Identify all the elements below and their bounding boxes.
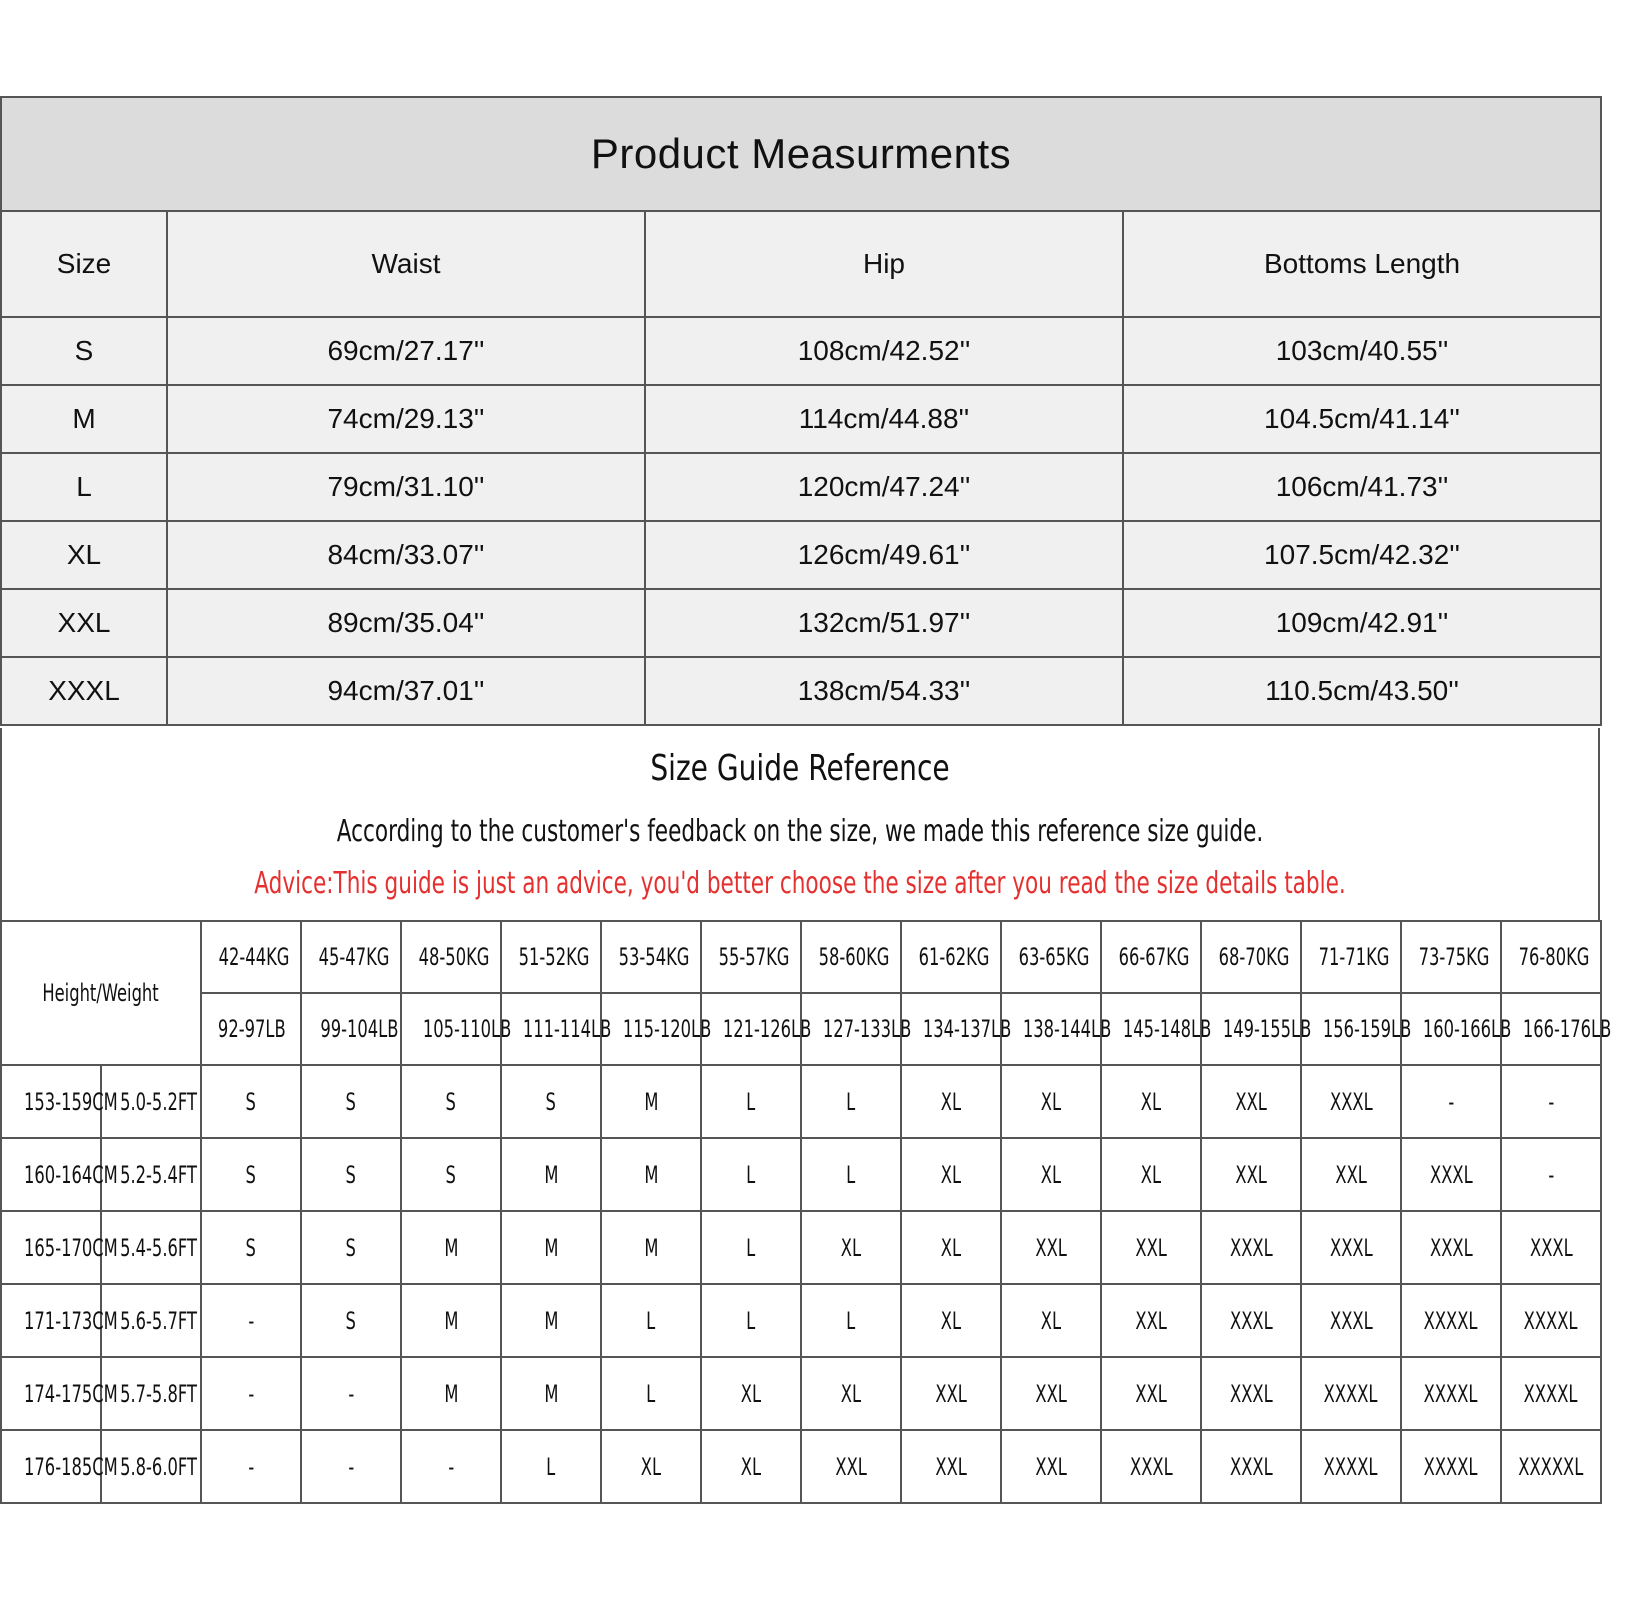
size-cell	[1501, 1430, 1601, 1503]
weight-kg-header	[1001, 921, 1101, 993]
size-guide-title: Size Guide Reference	[650, 748, 950, 789]
size-cell-text: M	[643, 1087, 659, 1116]
height-ft-cell-text: 5.6-5.7FT	[120, 1306, 197, 1335]
size-cell-text: XL	[740, 1452, 762, 1481]
measure-cell: 84cm/33.07''	[167, 521, 645, 589]
measure-cell: 69cm/27.17''	[167, 317, 645, 385]
size-cell-text: M	[443, 1379, 459, 1408]
size-cell-text: L	[746, 1233, 756, 1262]
measurements-title: Product Measurments	[1, 97, 1601, 211]
weight-kg-header	[1301, 921, 1401, 993]
height-cm-cell-text: 153-159CM	[24, 1087, 118, 1116]
size-cell-text: M	[543, 1233, 559, 1262]
measure-cell: S	[1, 317, 167, 385]
weight-kg-header	[401, 921, 501, 993]
size-cell-text: S	[345, 1306, 357, 1335]
weight-lb-header	[601, 993, 712, 1065]
weight-kg-header	[201, 921, 301, 993]
measure-cell: 94cm/37.01''	[167, 657, 645, 725]
size-cell	[701, 1284, 801, 1357]
height-cm-cell-text: 171-173CM	[24, 1306, 118, 1335]
size-cell	[901, 1430, 1001, 1503]
size-cell	[201, 1138, 301, 1211]
size-cell	[1301, 1284, 1401, 1357]
size-cell	[901, 1211, 1001, 1284]
size-cell-text: S	[345, 1160, 357, 1189]
weight-kg-header-text: 58-60KG	[818, 943, 890, 971]
size-cell-text: XL	[1040, 1160, 1062, 1189]
size-cell-text: -	[348, 1379, 354, 1408]
weight-kg-header	[801, 921, 901, 993]
size-cell	[801, 1065, 901, 1138]
size-cell	[201, 1284, 301, 1357]
size-cell-text: XXL	[1135, 1233, 1167, 1262]
size-cell	[701, 1430, 801, 1503]
size-cell-text: M	[543, 1379, 559, 1408]
size-cell-text: XL	[840, 1233, 862, 1262]
size-cell	[301, 1138, 401, 1211]
size-cell	[1001, 1138, 1101, 1211]
size-cell	[401, 1284, 501, 1357]
weight-kg-header-text: 55-57KG	[718, 943, 790, 971]
size-cell-text: L	[546, 1452, 556, 1481]
size-cell	[1401, 1211, 1501, 1284]
size-cell-text: XXL	[935, 1379, 967, 1408]
size-cell-text: XXXXL	[1324, 1379, 1378, 1408]
size-cell	[1401, 1138, 1501, 1211]
size-cell-text: -	[248, 1379, 254, 1408]
size-cell	[501, 1065, 601, 1138]
size-cell-text: XL	[740, 1379, 762, 1408]
size-cell-text: XL	[840, 1379, 862, 1408]
size-cell-text: XXXXL	[1424, 1452, 1478, 1481]
size-cell	[501, 1430, 601, 1503]
size-cell	[1001, 1065, 1101, 1138]
measure-header-waist: Waist	[167, 211, 645, 317]
size-cell	[601, 1357, 701, 1430]
weight-kg-header-text: 42-44KG	[218, 943, 290, 971]
size-cell-text: XXXL	[1429, 1233, 1473, 1262]
size-cell	[401, 1211, 501, 1284]
measure-cell: 89cm/35.04''	[167, 589, 645, 657]
measure-row	[1, 521, 1601, 589]
size-cell	[901, 1138, 1001, 1211]
height-cm-cell	[1, 1065, 118, 1138]
measure-cell: 126cm/49.61''	[645, 521, 1123, 589]
weight-lb-header-text: 166-176LB	[1522, 1015, 1612, 1043]
size-cell-text: -	[348, 1452, 354, 1481]
size-cell	[1001, 1284, 1101, 1357]
size-cell-text: L	[846, 1087, 856, 1116]
weight-lb-header-text: 111-114LB	[522, 1015, 612, 1043]
size-cell	[1301, 1430, 1401, 1503]
size-cell	[201, 1211, 301, 1284]
size-cell-text: XXXXL	[1524, 1306, 1578, 1335]
guide-row	[1, 1284, 1601, 1357]
measure-cell: 109cm/42.91''	[1123, 589, 1601, 657]
measure-cell: 104.5cm/41.14''	[1123, 385, 1601, 453]
measure-cell: 138cm/54.33''	[645, 657, 1123, 725]
height-ft-cell-text: 5.7-5.8FT	[120, 1379, 197, 1408]
height-cm-cell-text: 165-170CM	[24, 1233, 118, 1262]
size-cell-text: M	[443, 1306, 459, 1335]
measure-cell: 110.5cm/43.50''	[1123, 657, 1601, 725]
size-cell	[901, 1357, 1001, 1430]
size-cell	[1101, 1138, 1201, 1211]
size-cell-text: XXL	[1035, 1379, 1067, 1408]
measure-cell: XXL	[1, 589, 167, 657]
weight-kg-header	[1401, 921, 1501, 993]
weight-lb-header-text: 121-126LB	[722, 1015, 812, 1043]
weight-lb-header-text: 156-159LB	[1322, 1015, 1412, 1043]
weight-kg-header	[601, 921, 701, 993]
size-cell-text: -	[1548, 1160, 1554, 1189]
size-cell-text: L	[646, 1306, 656, 1335]
measure-cell: M	[1, 385, 167, 453]
height-ft-cell-text: 5.2-5.4FT	[120, 1160, 197, 1189]
size-cell	[801, 1430, 901, 1503]
weight-lb-header-text: 127-133LB	[822, 1015, 912, 1043]
size-cell	[701, 1211, 801, 1284]
measure-row	[1, 589, 1601, 657]
weight-kg-header	[901, 921, 1001, 993]
size-cell	[501, 1284, 601, 1357]
size-cell-text: XXXXXL	[1518, 1452, 1584, 1481]
weight-kg-header	[1101, 921, 1201, 993]
guide-row	[1, 1065, 1601, 1138]
size-guide-header	[0, 728, 1600, 920]
size-cell	[1001, 1211, 1101, 1284]
product-measurements-table	[0, 96, 1602, 726]
size-cell	[301, 1430, 401, 1503]
size-guide-advice: Advice:This guide is just an advice, you'd better choose the size after you read the size details table.	[254, 866, 1346, 901]
size-cell	[1201, 1138, 1301, 1211]
size-cell	[1401, 1284, 1501, 1357]
weight-kg-header-text: 71-71KG	[1318, 943, 1390, 971]
size-cell-text: S	[445, 1087, 457, 1116]
size-cell	[501, 1138, 601, 1211]
size-cell-text: XXXL	[1229, 1233, 1273, 1262]
weight-lb-header	[1301, 993, 1412, 1065]
size-cell-text: M	[643, 1160, 659, 1189]
size-cell	[1101, 1211, 1201, 1284]
size-cell	[701, 1138, 801, 1211]
size-cell-text: XL	[1140, 1087, 1162, 1116]
measure-cell: 74cm/29.13''	[167, 385, 645, 453]
size-cell	[601, 1211, 701, 1284]
size-cell	[501, 1357, 601, 1430]
size-cell-text: S	[245, 1087, 257, 1116]
height-weight-corner	[1, 921, 201, 1065]
weight-lb-header-text: 160-166LB	[1422, 1015, 1512, 1043]
measure-header-bottoms-length: Bottoms Length	[1123, 211, 1601, 317]
size-cell	[201, 1065, 301, 1138]
size-cell-text: XL	[940, 1306, 962, 1335]
size-cell-text: XXXL	[1329, 1233, 1373, 1262]
size-cell-text: XXL	[1035, 1233, 1067, 1262]
size-cell	[1201, 1284, 1301, 1357]
measure-row	[1, 453, 1601, 521]
measure-row	[1, 385, 1601, 453]
size-cell	[801, 1211, 901, 1284]
weight-kg-header-text: 53-54KG	[618, 943, 690, 971]
height-ft-cell-text: 5.8-6.0FT	[120, 1452, 197, 1481]
size-cell	[1501, 1138, 1601, 1211]
size-cell-text: XXXL	[1229, 1452, 1273, 1481]
guide-row	[1, 1430, 1601, 1503]
weight-lb-header-text: 105-110LB	[422, 1015, 512, 1043]
weight-lb-header	[401, 993, 512, 1065]
size-cell	[1001, 1430, 1101, 1503]
measure-cell: 79cm/31.10''	[167, 453, 645, 521]
weight-lb-header	[1001, 993, 1112, 1065]
size-cell-text: XXXL	[1429, 1160, 1473, 1189]
weight-kg-header	[701, 921, 801, 993]
measure-cell: XXXL	[1, 657, 167, 725]
measure-cell: 120cm/47.24''	[645, 453, 1123, 521]
weight-lb-header-text: 115-120LB	[622, 1015, 712, 1043]
size-cell	[401, 1357, 501, 1430]
height-cm-cell	[1, 1211, 118, 1284]
size-cell-text: S	[445, 1160, 457, 1189]
height-cm-cell	[1, 1284, 118, 1357]
size-cell	[1301, 1065, 1401, 1138]
weight-kg-header-text: 66-67KG	[1118, 943, 1190, 971]
weight-kg-header	[301, 921, 401, 993]
weight-lb-header-text: 134-137LB	[922, 1015, 1012, 1043]
size-cell-text: XXL	[1335, 1160, 1367, 1189]
weight-kg-header-text: 76-80KG	[1518, 943, 1590, 971]
size-cell-text: XXXL	[1329, 1306, 1373, 1335]
measure-cell: 132cm/51.97''	[645, 589, 1123, 657]
weight-lb-header	[901, 993, 1012, 1065]
size-cell	[401, 1138, 501, 1211]
measure-row	[1, 657, 1601, 725]
weight-kg-header-text: 61-62KG	[918, 943, 990, 971]
weight-lb-header	[801, 993, 912, 1065]
size-cell-text: XXL	[1135, 1379, 1167, 1408]
size-cell-text: L	[746, 1087, 756, 1116]
size-cell	[201, 1357, 301, 1430]
size-cell	[901, 1284, 1001, 1357]
measure-header-hip: Hip	[645, 211, 1123, 317]
weight-kg-header-text: 51-52KG	[518, 943, 590, 971]
weight-kg-header	[501, 921, 601, 993]
size-cell	[301, 1284, 401, 1357]
size-cell-text: XL	[1040, 1306, 1062, 1335]
weight-kg-header-text: 63-65KG	[1018, 943, 1090, 971]
size-cell-text: -	[248, 1452, 254, 1481]
size-cell-text: XL	[1140, 1160, 1162, 1189]
height-weight-corner-text: Height/Weight	[42, 979, 160, 1007]
measure-cell: 114cm/44.88''	[645, 385, 1123, 453]
size-guide-table	[0, 920, 1612, 1504]
measure-cell: XL	[1, 521, 167, 589]
size-cell	[1201, 1357, 1301, 1430]
size-cell-text: XXXL	[1229, 1379, 1273, 1408]
size-cell	[1201, 1211, 1301, 1284]
weight-lb-header	[701, 993, 812, 1065]
size-cell-text: L	[846, 1160, 856, 1189]
size-cell-text: L	[746, 1160, 756, 1189]
size-cell-text: S	[345, 1233, 357, 1262]
height-cm-cell-text: 174-175CM	[24, 1379, 118, 1408]
size-cell	[1301, 1138, 1401, 1211]
weight-lb-header-text: 145-148LB	[1122, 1015, 1212, 1043]
size-cell	[1501, 1357, 1601, 1430]
size-cell	[1401, 1065, 1501, 1138]
height-cm-cell	[1, 1357, 118, 1430]
size-cell	[601, 1138, 701, 1211]
size-cell-text: XXXXL	[1424, 1306, 1478, 1335]
size-cell-text: XXL	[1235, 1087, 1267, 1116]
size-cell-text: S	[345, 1087, 357, 1116]
size-cell	[301, 1357, 401, 1430]
guide-row	[1, 1211, 1601, 1284]
weight-lb-header	[1201, 993, 1312, 1065]
size-cell-text: XXL	[1035, 1452, 1067, 1481]
size-cell-text: XL	[940, 1087, 962, 1116]
size-cell	[1001, 1357, 1101, 1430]
size-cell-text: XXXL	[1229, 1306, 1273, 1335]
weight-lb-header	[1501, 993, 1612, 1065]
size-cell	[701, 1357, 801, 1430]
height-cm-cell	[1, 1138, 118, 1211]
size-cell-text: S	[245, 1160, 257, 1189]
size-cell	[801, 1284, 901, 1357]
weight-lb-header-text: 99-104LB	[320, 1015, 399, 1043]
size-cell-text: XL	[940, 1160, 962, 1189]
size-cell	[1501, 1065, 1601, 1138]
size-cell	[601, 1284, 701, 1357]
size-cell-text: L	[746, 1306, 756, 1335]
measure-cell: 103cm/40.55''	[1123, 317, 1601, 385]
measure-cell: 108cm/42.52''	[645, 317, 1123, 385]
size-cell-text: XXXXL	[1524, 1379, 1578, 1408]
size-cell-text: XXL	[835, 1452, 867, 1481]
size-cell-text: XL	[1040, 1087, 1062, 1116]
size-cell	[1101, 1065, 1201, 1138]
size-cell	[1301, 1211, 1401, 1284]
size-cell-text: S	[245, 1233, 257, 1262]
size-cell-text: M	[443, 1233, 459, 1262]
size-cell-text: XL	[940, 1233, 962, 1262]
size-cell-text: -	[1548, 1087, 1554, 1116]
size-cell-text: -	[448, 1452, 454, 1481]
size-cell	[1201, 1065, 1301, 1138]
size-cell-text: XXXXL	[1324, 1452, 1378, 1481]
size-cell	[1201, 1430, 1301, 1503]
size-cell-text: XXXL	[1529, 1233, 1573, 1262]
size-cell	[1301, 1357, 1401, 1430]
size-cell-text: M	[543, 1306, 559, 1335]
weight-lb-header-text: 138-144LB	[1022, 1015, 1112, 1043]
size-cell	[1101, 1357, 1201, 1430]
size-cell	[1501, 1211, 1601, 1284]
size-cell-text: XXL	[1235, 1160, 1267, 1189]
size-cell	[601, 1065, 701, 1138]
measure-cell: 106cm/41.73''	[1123, 453, 1601, 521]
size-cell-text: M	[643, 1233, 659, 1262]
size-cell-text: XXL	[935, 1452, 967, 1481]
size-cell	[1101, 1430, 1201, 1503]
size-cell-text: XL	[640, 1452, 662, 1481]
height-ft-cell-text: 5.0-5.2FT	[120, 1087, 197, 1116]
size-cell-text: XXXL	[1329, 1087, 1373, 1116]
size-cell-text: L	[646, 1379, 656, 1408]
weight-lb-header	[301, 993, 401, 1065]
size-cell-text: XXXXL	[1424, 1379, 1478, 1408]
weight-kg-header	[1501, 921, 1601, 993]
height-ft-cell-text: 5.4-5.6FT	[120, 1233, 197, 1262]
measure-row	[1, 317, 1601, 385]
weight-kg-header-text: 73-75KG	[1418, 943, 1490, 971]
weight-lb-header	[201, 993, 301, 1065]
size-cell	[1501, 1284, 1601, 1357]
measure-cell: L	[1, 453, 167, 521]
weight-lb-header	[501, 993, 612, 1065]
height-cm-cell	[1, 1430, 118, 1503]
height-cm-cell-text: 160-164CM	[24, 1160, 118, 1189]
size-cell	[1401, 1357, 1501, 1430]
size-cell	[401, 1430, 501, 1503]
weight-kg-header-text: 45-47KG	[318, 943, 390, 971]
height-cm-cell-text: 176-185CM	[24, 1452, 118, 1481]
measure-cell: 107.5cm/42.32''	[1123, 521, 1601, 589]
size-cell	[1401, 1430, 1501, 1503]
weight-lb-header-text: 92-97LB	[217, 1015, 286, 1043]
size-cell	[301, 1211, 401, 1284]
size-cell-text: M	[543, 1160, 559, 1189]
size-cell-text: XXXL	[1129, 1452, 1173, 1481]
size-cell-text: L	[846, 1306, 856, 1335]
size-cell	[501, 1211, 601, 1284]
size-cell	[301, 1065, 401, 1138]
size-cell-text: S	[545, 1087, 557, 1116]
size-cell-text: XXL	[1135, 1306, 1167, 1335]
weight-lb-header	[1101, 993, 1212, 1065]
size-cell	[201, 1430, 301, 1503]
size-cell	[801, 1357, 901, 1430]
size-cell-text: -	[248, 1306, 254, 1335]
size-cell	[701, 1065, 801, 1138]
size-cell-text: -	[1448, 1087, 1454, 1116]
size-cell	[901, 1065, 1001, 1138]
weight-kg-header	[1201, 921, 1301, 993]
size-cell	[1101, 1284, 1201, 1357]
weight-lb-header-text: 149-155LB	[1222, 1015, 1312, 1043]
guide-row	[1, 1138, 1601, 1211]
measure-header-size: Size	[1, 211, 167, 317]
size-cell	[401, 1065, 501, 1138]
size-cell	[801, 1138, 901, 1211]
weight-kg-header-text: 68-70KG	[1218, 943, 1290, 971]
guide-row	[1, 1357, 1601, 1430]
weight-kg-header-text: 48-50KG	[418, 943, 490, 971]
size-cell	[601, 1430, 701, 1503]
size-guide-subtitle: According to the customer's feedback on the size, we made this reference size guide.	[336, 814, 1264, 849]
weight-lb-header	[1401, 993, 1512, 1065]
